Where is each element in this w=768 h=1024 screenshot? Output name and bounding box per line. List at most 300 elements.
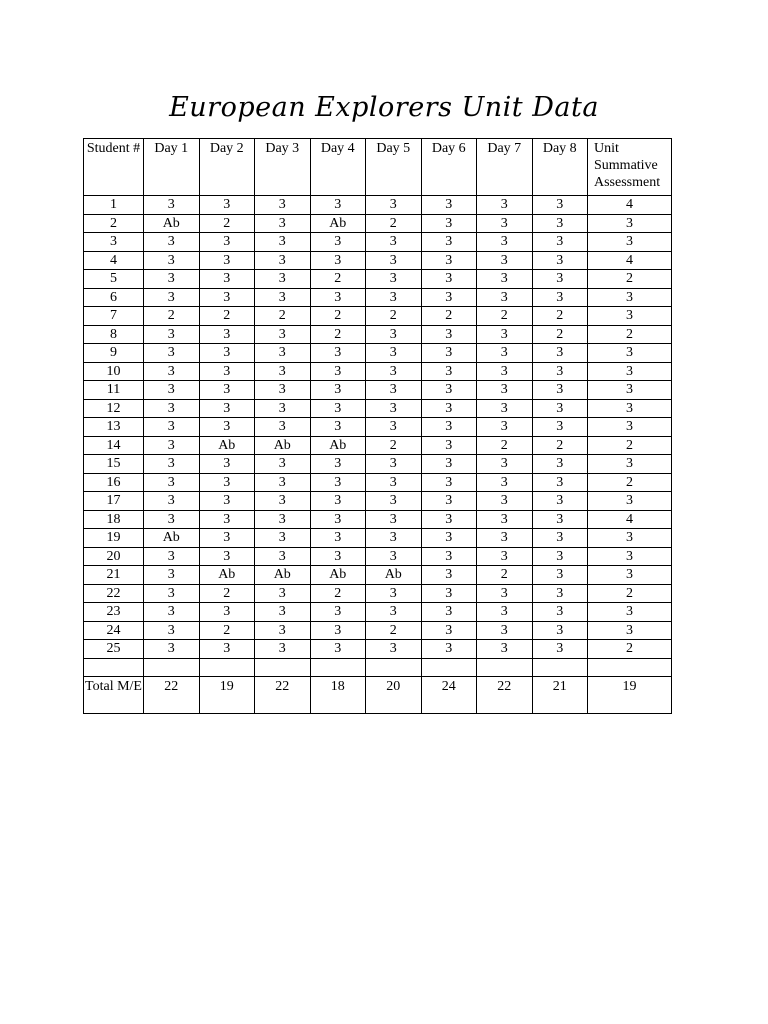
cell-unit-summative-assessment: 3 <box>588 566 672 585</box>
cell-day-6: 3 <box>421 584 477 603</box>
cell-day-4: 3 <box>310 529 366 548</box>
cell-day-1: 3 <box>144 196 200 215</box>
cell-day-4: 3 <box>310 233 366 252</box>
cell-day-6: 3 <box>421 196 477 215</box>
table-row <box>84 344 672 363</box>
cell-day-3: 3 <box>255 584 311 603</box>
cell-day-4: 3 <box>310 547 366 566</box>
cell-day-5: 3 <box>366 399 422 418</box>
cell-day-1: 3 <box>144 640 200 659</box>
cell-day-7: 3 <box>477 233 533 252</box>
cell-unit-summative-assessment: 2 <box>588 270 672 289</box>
cell-day-6: 3 <box>421 233 477 252</box>
header-day-7: Day 7 <box>477 139 533 196</box>
cell-day-4: 2 <box>310 270 366 289</box>
cell-day-1: 3 <box>144 621 200 640</box>
cell-day-2: 3 <box>199 510 255 529</box>
cell-day-3: 3 <box>255 233 311 252</box>
cell-day-7: 3 <box>477 621 533 640</box>
table-row <box>84 399 672 418</box>
cell-day-5: 2 <box>366 214 422 233</box>
cell-day-6: 3 <box>421 473 477 492</box>
cell-day-3: 3 <box>255 399 311 418</box>
cell-day-5: 3 <box>366 344 422 363</box>
cell-student-number: 10 <box>84 362 144 381</box>
cell-day-1: 3 <box>144 510 200 529</box>
cell-day-2: 3 <box>199 418 255 437</box>
cell-day-6: 3 <box>421 362 477 381</box>
cell-day-3: 3 <box>255 529 311 548</box>
cell-student-number: 25 <box>84 640 144 659</box>
cell-unit-summative-assessment: 2 <box>588 473 672 492</box>
cell-student-number: 19 <box>84 529 144 548</box>
cell-day-8: 3 <box>532 492 588 511</box>
cell-day-4: 3 <box>310 492 366 511</box>
cell-day-6: 3 <box>421 436 477 455</box>
table-row <box>84 233 672 252</box>
cell-day-2: 3 <box>199 196 255 215</box>
header-day-8: Day 8 <box>532 139 588 196</box>
cell-day-8: 3 <box>532 418 588 437</box>
cell-student-number: 13 <box>84 418 144 437</box>
cell-day-5: 3 <box>366 603 422 622</box>
table-row <box>84 473 672 492</box>
cell-day-7: 3 <box>477 251 533 270</box>
cell-day-4: 2 <box>310 325 366 344</box>
cell-day-5: 2 <box>366 436 422 455</box>
cell-day-3: 3 <box>255 455 311 474</box>
cell-day-3: 3 <box>255 603 311 622</box>
cell-day-7: 3 <box>477 288 533 307</box>
cell-student-number: 3 <box>84 233 144 252</box>
cell-day-1: 3 <box>144 473 200 492</box>
total-day-5: 20 <box>366 677 422 714</box>
cell-student-number: 8 <box>84 325 144 344</box>
cell-day-1: 3 <box>144 270 200 289</box>
cell-day-5: 3 <box>366 492 422 511</box>
header-unit-summative-assessment: Unit Summative Assessment <box>588 139 672 196</box>
table-body <box>84 196 672 659</box>
cell-student-number: 17 <box>84 492 144 511</box>
cell-day-6: 3 <box>421 492 477 511</box>
cell-student-number: 20 <box>84 547 144 566</box>
cell-unit-summative-assessment: 3 <box>588 399 672 418</box>
cell-unit-summative-assessment: 3 <box>588 381 672 400</box>
cell-day-8: 3 <box>532 473 588 492</box>
cell-day-7: 2 <box>477 307 533 326</box>
header-day-4: Day 4 <box>310 139 366 196</box>
cell-day-6: 3 <box>421 510 477 529</box>
cell-day-8: 3 <box>532 584 588 603</box>
header-student: Student # <box>84 139 144 196</box>
cell-day-8: 2 <box>532 307 588 326</box>
table-row <box>84 566 672 585</box>
header-day-2: Day 2 <box>199 139 255 196</box>
table-row <box>84 492 672 511</box>
cell-day-4: Ab <box>310 436 366 455</box>
cell-day-5: 3 <box>366 381 422 400</box>
cell-day-3: 3 <box>255 547 311 566</box>
cell-day-8: 3 <box>532 288 588 307</box>
cell-day-2: 3 <box>199 547 255 566</box>
cell-day-1: 3 <box>144 603 200 622</box>
cell-day-8: 3 <box>532 344 588 363</box>
cell-day-7: 3 <box>477 270 533 289</box>
cell-day-3: 3 <box>255 418 311 437</box>
cell-day-1: 3 <box>144 325 200 344</box>
cell-day-1: 3 <box>144 381 200 400</box>
cell-day-2: Ab <box>199 566 255 585</box>
cell-day-6: 3 <box>421 251 477 270</box>
cell-day-4: 3 <box>310 288 366 307</box>
cell-unit-summative-assessment: 3 <box>588 307 672 326</box>
cell-day-1: Ab <box>144 529 200 548</box>
cell-day-2: 2 <box>199 584 255 603</box>
table-row <box>84 270 672 289</box>
cell-day-6: 3 <box>421 603 477 622</box>
cell-day-7: 3 <box>477 214 533 233</box>
cell-day-2: 2 <box>199 307 255 326</box>
cell-day-2: 3 <box>199 473 255 492</box>
cell-unit-summative-assessment: 4 <box>588 251 672 270</box>
total-day-6: 24 <box>421 677 477 714</box>
unit-data-table <box>83 138 672 714</box>
cell-day-8: 3 <box>532 455 588 474</box>
cell-day-3: 3 <box>255 381 311 400</box>
cell-day-8: 3 <box>532 399 588 418</box>
cell-day-3: 3 <box>255 362 311 381</box>
cell-day-5: 3 <box>366 584 422 603</box>
cell-day-8: 3 <box>532 362 588 381</box>
cell-day-5: 3 <box>366 418 422 437</box>
cell-day-1: 3 <box>144 547 200 566</box>
cell-day-4: 3 <box>310 344 366 363</box>
cell-day-6: 3 <box>421 381 477 400</box>
total-label: Total M/E <box>84 677 144 714</box>
cell-day-6: 3 <box>421 214 477 233</box>
cell-day-3: 3 <box>255 492 311 511</box>
cell-day-5: 3 <box>366 547 422 566</box>
cell-day-5: Ab <box>366 566 422 585</box>
cell-day-6: 3 <box>421 270 477 289</box>
cell-day-8: 3 <box>532 214 588 233</box>
cell-day-3: 3 <box>255 270 311 289</box>
cell-day-7: 3 <box>477 547 533 566</box>
cell-day-6: 3 <box>421 288 477 307</box>
cell-day-2: 3 <box>199 270 255 289</box>
cell-day-1: 3 <box>144 399 200 418</box>
cell-day-1: 3 <box>144 455 200 474</box>
cell-student-number: 11 <box>84 381 144 400</box>
cell-day-8: 3 <box>532 251 588 270</box>
cell-unit-summative-assessment: 2 <box>588 584 672 603</box>
cell-day-6: 3 <box>421 455 477 474</box>
cell-day-3: 3 <box>255 344 311 363</box>
cell-day-1: 3 <box>144 418 200 437</box>
cell-student-number: 5 <box>84 270 144 289</box>
total-row <box>84 677 672 714</box>
cell-unit-summative-assessment: 3 <box>588 621 672 640</box>
table-row <box>84 325 672 344</box>
cell-day-8: 3 <box>532 196 588 215</box>
cell-day-4: 2 <box>310 307 366 326</box>
cell-day-1: 3 <box>144 233 200 252</box>
cell-day-3: 3 <box>255 510 311 529</box>
table-row <box>84 196 672 215</box>
cell-day-2: 3 <box>199 492 255 511</box>
cell-unit-summative-assessment: 3 <box>588 492 672 511</box>
cell-day-7: 3 <box>477 399 533 418</box>
cell-day-6: 3 <box>421 344 477 363</box>
total-day-2: 19 <box>199 677 255 714</box>
cell-day-4: 3 <box>310 418 366 437</box>
cell-student-number: 1 <box>84 196 144 215</box>
cell-day-3: 3 <box>255 640 311 659</box>
cell-unit-summative-assessment: 2 <box>588 436 672 455</box>
cell-student-number: 9 <box>84 344 144 363</box>
cell-day-4: 3 <box>310 640 366 659</box>
cell-unit-summative-assessment: 3 <box>588 603 672 622</box>
table-row <box>84 603 672 622</box>
cell-day-1: 3 <box>144 344 200 363</box>
cell-day-7: 2 <box>477 436 533 455</box>
cell-day-7: 2 <box>477 566 533 585</box>
cell-day-7: 3 <box>477 455 533 474</box>
cell-day-3: Ab <box>255 436 311 455</box>
cell-day-3: 3 <box>255 214 311 233</box>
cell-day-7: 3 <box>477 473 533 492</box>
cell-day-5: 3 <box>366 510 422 529</box>
blank-cell <box>144 658 200 677</box>
cell-unit-summative-assessment: 4 <box>588 510 672 529</box>
cell-day-3: 3 <box>255 251 311 270</box>
cell-day-2: 3 <box>199 399 255 418</box>
cell-day-7: 3 <box>477 344 533 363</box>
cell-day-8: 3 <box>532 270 588 289</box>
cell-day-7: 3 <box>477 418 533 437</box>
cell-unit-summative-assessment: 3 <box>588 529 672 548</box>
table-row <box>84 214 672 233</box>
header-day-6: Day 6 <box>421 139 477 196</box>
blank-cell <box>421 658 477 677</box>
cell-day-5: 3 <box>366 251 422 270</box>
cell-day-5: 3 <box>366 196 422 215</box>
cell-day-7: 3 <box>477 196 533 215</box>
header-day-3: Day 3 <box>255 139 311 196</box>
cell-day-7: 3 <box>477 584 533 603</box>
table-row <box>84 251 672 270</box>
cell-day-1: 3 <box>144 566 200 585</box>
cell-day-5: 3 <box>366 288 422 307</box>
total-unit-summative-assessment: 19 <box>588 677 672 714</box>
table-row <box>84 418 672 437</box>
table-row <box>84 455 672 474</box>
cell-day-4: 3 <box>310 196 366 215</box>
cell-day-1: 2 <box>144 307 200 326</box>
cell-unit-summative-assessment: 3 <box>588 455 672 474</box>
cell-day-3: 3 <box>255 196 311 215</box>
blank-cell <box>532 658 588 677</box>
cell-day-5: 2 <box>366 621 422 640</box>
cell-day-3: 3 <box>255 288 311 307</box>
cell-day-5: 3 <box>366 362 422 381</box>
cell-day-2: 3 <box>199 362 255 381</box>
cell-day-4: 2 <box>310 584 366 603</box>
cell-day-5: 3 <box>366 325 422 344</box>
cell-day-4: 3 <box>310 473 366 492</box>
cell-day-5: 3 <box>366 455 422 474</box>
blank-cell <box>366 658 422 677</box>
cell-unit-summative-assessment: 2 <box>588 325 672 344</box>
cell-day-8: 3 <box>532 529 588 548</box>
cell-day-1: Ab <box>144 214 200 233</box>
total-day-1: 22 <box>144 677 200 714</box>
table-row <box>84 288 672 307</box>
table-row <box>84 547 672 566</box>
cell-day-3: 2 <box>255 307 311 326</box>
table-row <box>84 436 672 455</box>
cell-student-number: 24 <box>84 621 144 640</box>
cell-unit-summative-assessment: 2 <box>588 640 672 659</box>
cell-day-7: 3 <box>477 510 533 529</box>
cell-day-7: 3 <box>477 325 533 344</box>
cell-unit-summative-assessment: 3 <box>588 547 672 566</box>
cell-day-5: 2 <box>366 307 422 326</box>
table-row <box>84 529 672 548</box>
cell-unit-summative-assessment: 3 <box>588 214 672 233</box>
cell-day-6: 3 <box>421 621 477 640</box>
cell-day-8: 2 <box>532 436 588 455</box>
cell-student-number: 12 <box>84 399 144 418</box>
cell-day-4: 3 <box>310 381 366 400</box>
cell-day-2: 3 <box>199 455 255 474</box>
table-row <box>84 510 672 529</box>
total-day-8: 21 <box>532 677 588 714</box>
cell-day-2: 3 <box>199 288 255 307</box>
cell-student-number: 18 <box>84 510 144 529</box>
cell-day-5: 3 <box>366 473 422 492</box>
table-row <box>84 621 672 640</box>
cell-day-2: 3 <box>199 640 255 659</box>
cell-day-8: 3 <box>532 603 588 622</box>
cell-day-6: 3 <box>421 547 477 566</box>
cell-day-8: 2 <box>532 325 588 344</box>
cell-day-2: 3 <box>199 529 255 548</box>
cell-day-8: 3 <box>532 510 588 529</box>
table-row <box>84 381 672 400</box>
cell-unit-summative-assessment: 3 <box>588 288 672 307</box>
cell-unit-summative-assessment: 3 <box>588 362 672 381</box>
cell-unit-summative-assessment: 3 <box>588 233 672 252</box>
page-title: European Explorers Unit Data <box>169 92 599 123</box>
cell-unit-summative-assessment: 3 <box>588 418 672 437</box>
cell-day-3: Ab <box>255 566 311 585</box>
cell-day-4: 3 <box>310 251 366 270</box>
cell-day-1: 3 <box>144 436 200 455</box>
cell-day-8: 3 <box>532 621 588 640</box>
cell-day-6: 3 <box>421 325 477 344</box>
cell-day-3: 3 <box>255 325 311 344</box>
cell-day-2: 2 <box>199 621 255 640</box>
blank-cell <box>477 658 533 677</box>
cell-day-1: 3 <box>144 492 200 511</box>
table-row <box>84 362 672 381</box>
cell-day-7: 3 <box>477 529 533 548</box>
cell-day-2: 3 <box>199 251 255 270</box>
blank-cell <box>199 658 255 677</box>
cell-student-number: 15 <box>84 455 144 474</box>
cell-day-7: 3 <box>477 640 533 659</box>
blank-cell <box>588 658 672 677</box>
cell-day-6: 3 <box>421 529 477 548</box>
cell-student-number: 2 <box>84 214 144 233</box>
cell-day-6: 2 <box>421 307 477 326</box>
cell-student-number: 23 <box>84 603 144 622</box>
cell-day-8: 3 <box>532 566 588 585</box>
cell-day-7: 3 <box>477 603 533 622</box>
cell-day-4: 3 <box>310 621 366 640</box>
cell-day-1: 3 <box>144 288 200 307</box>
cell-day-4: Ab <box>310 566 366 585</box>
cell-day-5: 3 <box>366 233 422 252</box>
header-day-5: Day 5 <box>366 139 422 196</box>
cell-day-5: 3 <box>366 640 422 659</box>
cell-day-4: 3 <box>310 455 366 474</box>
cell-student-number: 14 <box>84 436 144 455</box>
cell-day-8: 3 <box>532 547 588 566</box>
blank-cell <box>255 658 311 677</box>
table-row <box>84 640 672 659</box>
cell-day-6: 3 <box>421 640 477 659</box>
cell-day-2: 3 <box>199 325 255 344</box>
cell-day-4: 3 <box>310 603 366 622</box>
cell-day-8: 3 <box>532 640 588 659</box>
cell-day-3: 3 <box>255 473 311 492</box>
cell-unit-summative-assessment: 4 <box>588 196 672 215</box>
cell-day-2: 3 <box>199 381 255 400</box>
cell-unit-summative-assessment: 3 <box>588 344 672 363</box>
blank-cell <box>310 658 366 677</box>
cell-day-4: 3 <box>310 399 366 418</box>
cell-day-2: 3 <box>199 233 255 252</box>
cell-student-number: 7 <box>84 307 144 326</box>
cell-day-1: 3 <box>144 251 200 270</box>
cell-student-number: 4 <box>84 251 144 270</box>
cell-day-4: 3 <box>310 510 366 529</box>
cell-day-2: Ab <box>199 436 255 455</box>
cell-day-7: 3 <box>477 362 533 381</box>
cell-student-number: 22 <box>84 584 144 603</box>
cell-day-3: 3 <box>255 621 311 640</box>
cell-day-5: 3 <box>366 529 422 548</box>
total-day-7: 22 <box>477 677 533 714</box>
cell-day-6: 3 <box>421 399 477 418</box>
cell-day-7: 3 <box>477 492 533 511</box>
cell-day-6: 3 <box>421 418 477 437</box>
total-day-4: 18 <box>310 677 366 714</box>
cell-day-1: 3 <box>144 584 200 603</box>
cell-student-number: 21 <box>84 566 144 585</box>
cell-day-2: 3 <box>199 344 255 363</box>
cell-day-7: 3 <box>477 381 533 400</box>
table-row <box>84 584 672 603</box>
blank-row <box>84 658 672 677</box>
total-day-3: 22 <box>255 677 311 714</box>
cell-day-8: 3 <box>532 381 588 400</box>
cell-day-4: 3 <box>310 362 366 381</box>
cell-day-5: 3 <box>366 270 422 289</box>
blank-cell <box>84 658 144 677</box>
